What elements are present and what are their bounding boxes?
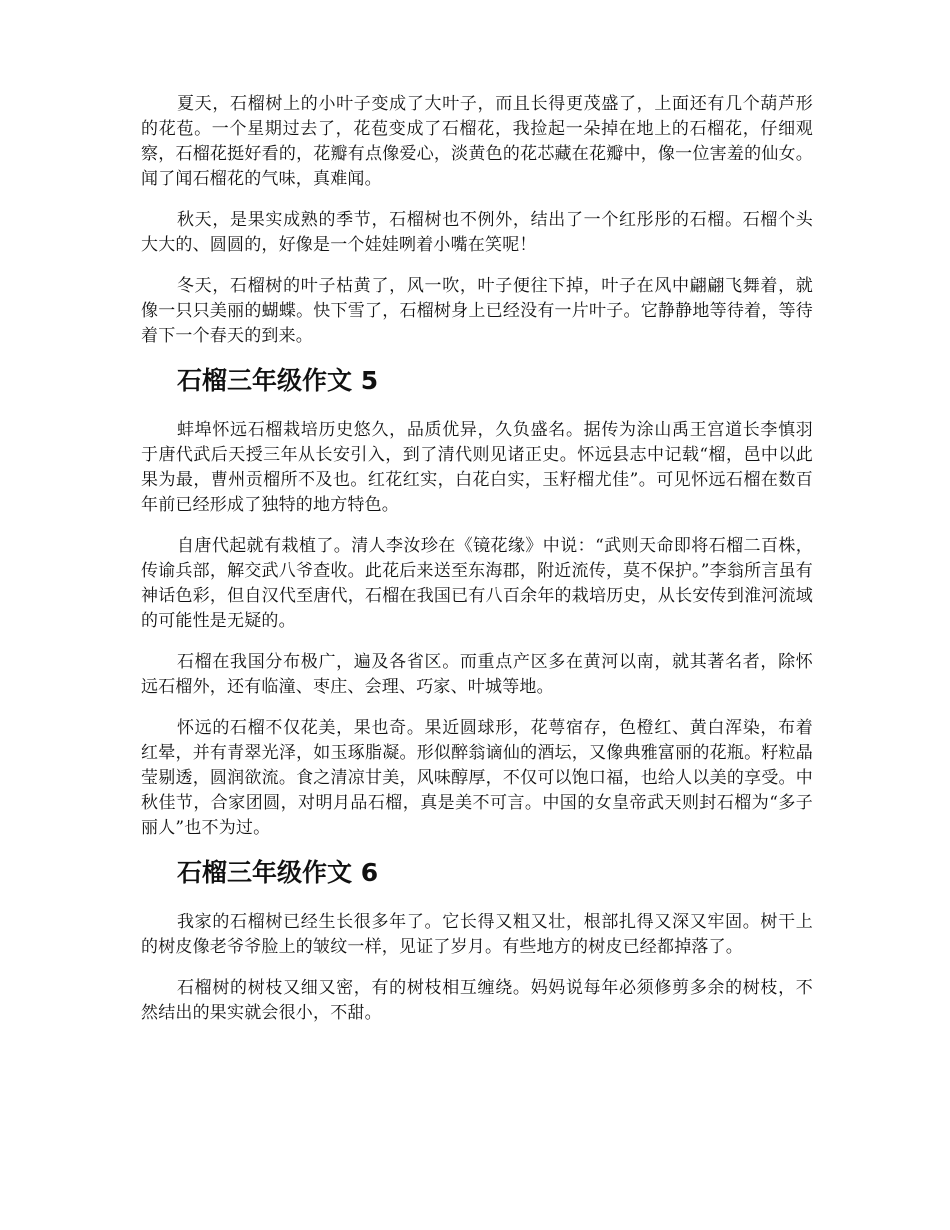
paragraph-distribution: 石榴在我国分布极广，遍及各省区。而重点产区多在黄河以南，就其著名者，除怀远石榴外，还有临潼、枣庄、会理、巧家、叶城等地。 <box>141 652 813 697</box>
paragraph-tree-branches: 石榴树的树枝又细又密，有的树枝相互缠绕。妈妈说每年必须修剪多余的树枝，不然结出的果实就会很小，不甜。 <box>141 978 813 1023</box>
paragraph-tang-dynasty: 自唐代起就有栽植了。清人李汝珍在《镜花缘》中说：“武则天命即将石榴二百株，传谕兵部，解交武八爷查收。此花后来送至东海郡，附近流传，莫不保护。”李翁所言虽有神话色彩，但自汉代至唐代，石榴在我国已有八百余年的栽培历史，从长安传到淮河流域的可能性是无疑的。 <box>141 536 813 631</box>
paragraph-autumn: 秋天，是果实成熟的季节，石榴树也不例外，结出了一个红彤彤的石榴。石榴个头大大的、圆圆的，好像是一个娃娃咧着小嘴在笑呢！ <box>141 210 813 255</box>
heading-essay-5: 石榴三年级作文 5 <box>177 366 379 395</box>
paragraph-history: 蚌埠怀远石榴栽培历史悠久，品质优异，久负盛名。据传为涂山禹王宫道长李慎羽于唐代武后天授三年从长安引入，到了清代则见诸正史。怀远县志中记载“榴，邑中以此果为最，曹州贡榴所不及也。红花红实，白花白实，玉籽榴尤佳”。可见怀远石榴在数百年前已经形成了独特的地方特色。 <box>141 420 813 515</box>
paragraph-tree-trunk: 我家的石榴树已经生长很多年了。它长得又粗又壮，根部扎得又深又牢固。树干上的树皮像老爷爷脸上的皱纹一样，见证了岁月。有些地方的树皮已经都掉落了。 <box>141 912 813 957</box>
paragraph-summer: 夏天，石榴树上的小叶子变成了大叶子，而且长得更茂盛了，上面还有几个葫芦形的花苞。一个星期过去了，花苞变成了石榴花，我捡起一朵掉在地上的石榴花，仔细观察，石榴花挺好看的，花瓣有点像爱心，淡黄色的花芯藏在花瓣中，像一位害羞的仙女。闻了闻石榴花的气味，真难闻。 <box>141 94 813 189</box>
heading-essay-6: 石榴三年级作文 6 <box>177 858 379 887</box>
paragraph-winter: 冬天，石榴树的叶子枯黄了，风一吹，叶子便往下掉，叶子在风中翩翩飞舞着，就像一只只美丽的蝴蝶。快下雪了，石榴树身上已经没有一片叶子。它静静地等待着，等待着下一个春天的到来。 <box>141 276 813 346</box>
document-page <box>141 92 813 1026</box>
paragraph-fruit-description: 怀远的石榴不仅花美，果也奇。果近圆球形，花萼宿存，色橙红、黄白浑染，布着红晕，并有青翠光泽，如玉琢脂凝。形似醉翁谪仙的酒坛，又像典雅富丽的花瓶。籽粒晶莹剔透，圆润欲流。食之清凉甘美，风味醇厚，不仅可以饱口福，也给人以美的享受。中秋佳节，合家团圆，对明月品石榴，真是美不可言。中国的女皇帝武天则封石榴为“多子丽人”也不为过。 <box>141 718 813 838</box>
